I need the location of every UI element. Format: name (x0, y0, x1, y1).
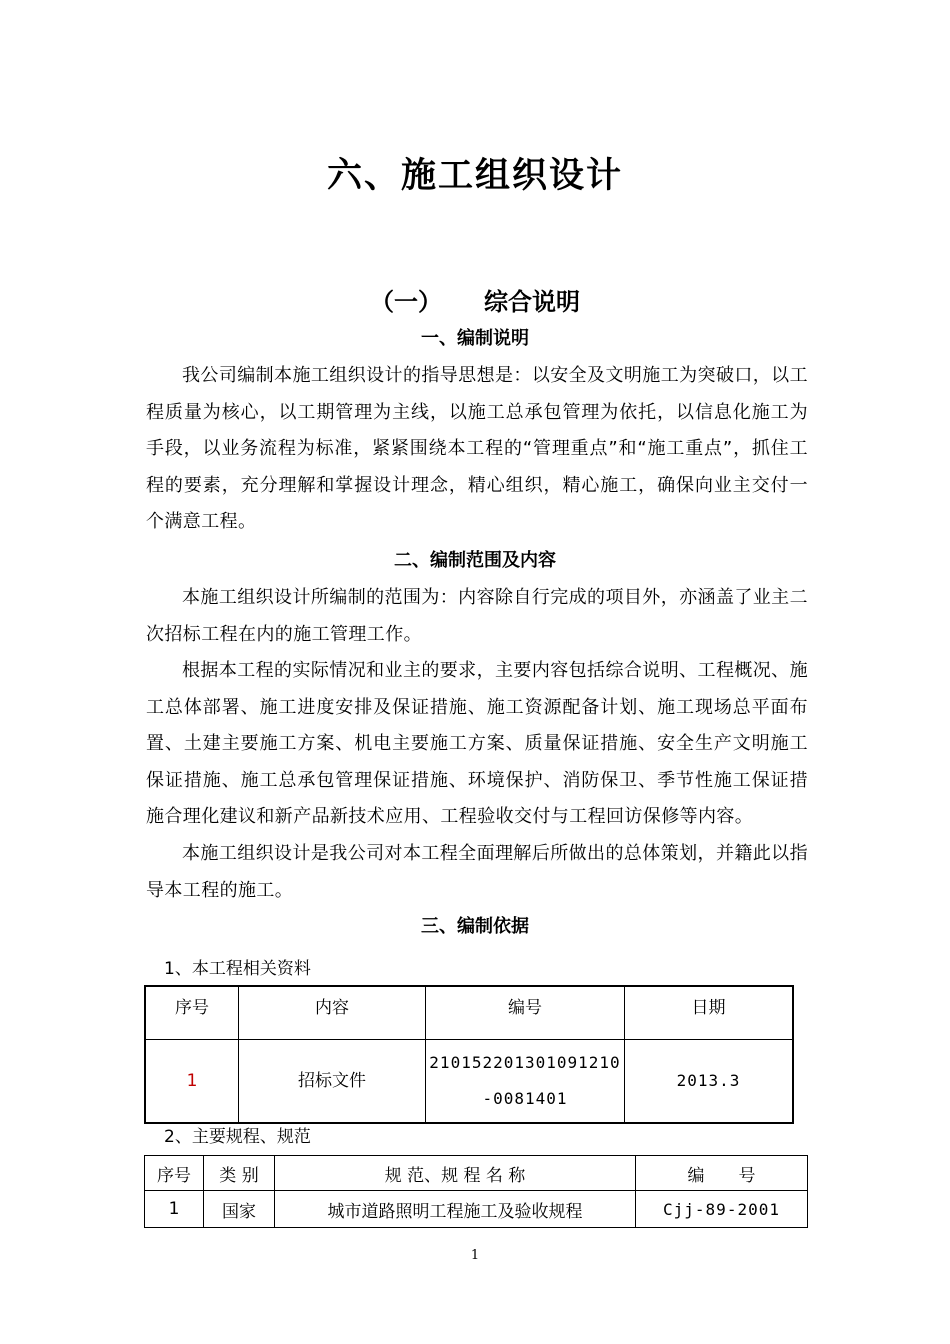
cell-category: 国家 (204, 1191, 275, 1228)
section-number: （一） (370, 288, 442, 316)
section-title (0, 282, 950, 317)
subheading-scope: 二、编制范围及内容 (394, 550, 556, 571)
col-header-content: 内容 (239, 986, 426, 1040)
list-label-project-materials: 1、本工程相关资料 (164, 959, 311, 979)
page-title: 六、施工组织设计 (326, 156, 623, 196)
table-row (145, 1191, 808, 1228)
table-header-row (145, 986, 793, 1040)
col-header-name: 规 范、规 程 名 称 (275, 1156, 636, 1191)
paragraph-planning: 本施工组织设计是我公司对本工程全面理解后所做出的总体策划，并籍此以指导本工程的施工。 (146, 843, 808, 901)
table-header-row (145, 1156, 808, 1191)
list-label-regulations: 2、主要规程、规范 (164, 1127, 311, 1147)
table-row (145, 1040, 793, 1124)
regulations-table (144, 1155, 808, 1228)
col-header-date: 日期 (625, 986, 794, 1040)
col-header-seq: 序号 (145, 986, 239, 1040)
col-header-category: 类 别 (204, 1156, 275, 1191)
cell-code: Cjj-89-2001 (636, 1191, 808, 1228)
cell-content: 招标文件 (239, 1040, 426, 1124)
cell-code-line2: -0081401 (482, 1089, 568, 1108)
cell-seq: 1 (145, 1191, 204, 1228)
section-name: 综合说明 (484, 288, 580, 316)
cell-seq: 1 (145, 1040, 239, 1124)
subheading-basis: 三、编制依据 (421, 916, 529, 937)
cell-code (426, 1040, 625, 1124)
cell-name: 城市道路照明工程施工及验收规程 (275, 1191, 636, 1228)
page-number: 1 (470, 1248, 480, 1263)
paragraph-guiding-ideas: 我公司编制本施工组织设计的指导思想是：以安全及文明施工为突破口，以工程质量为核心，以工期管理为主线，以施工总承包管理为依托，以信息化施工为手段，以业务流程为标准，紧紧围绕本工程的“管理重点”和“施工重点”，抓住工程的要素，充分理解和掌握设计理念，精心组织，精心施工，确保向业主交付一个满意工程。 (146, 365, 808, 533)
cell-date: 2013.3 (625, 1040, 794, 1124)
project-materials-table (144, 985, 794, 1124)
col-header-seq: 序号 (145, 1156, 204, 1191)
paragraph-contents: 根据本工程的实际情况和业主的要求，主要内容包括综合说明、工程概况、施工总体部署、施工进度安排及保证措施、施工资源配备计划、施工现场总平面布置、土建主要施工方案、机电主要施工方案、质量保证措施、安全生产文明施工保证措施、施工总承包管理保证措施、环境保护、消防保卫、季节性施工保证措施合理化建议和新产品新技术应用、工程验收交付与工程回访保修等内容。 (146, 660, 808, 828)
cell-code-line1: 210152201301091210 (429, 1053, 621, 1072)
col-header-code: 编 号 (636, 1156, 808, 1191)
paragraph-scope: 本施工组织设计所编制的范围为：内容除自行完成的项目外，亦涵盖了业主二次招标工程在内的施工管理工作。 (146, 587, 808, 645)
col-header-code: 编号 (426, 986, 625, 1040)
subheading-compilation-notes: 一、编制说明 (421, 328, 529, 349)
